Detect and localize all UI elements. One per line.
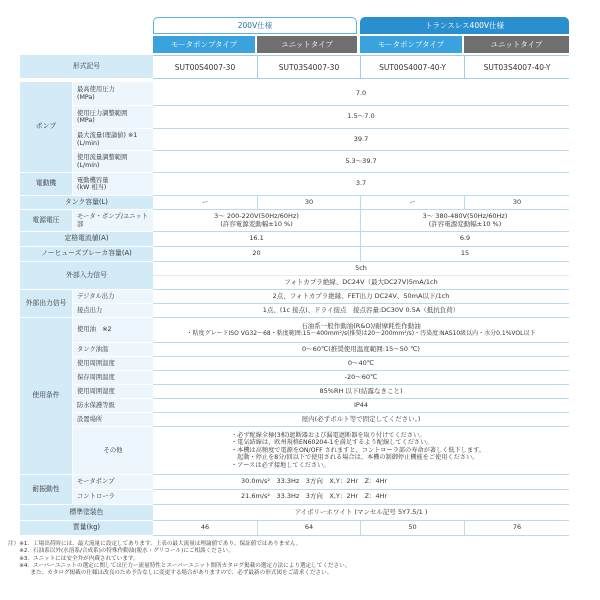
pump-group-label: ポンプ bbox=[20, 82, 72, 173]
pressure-range-label: 使用圧力調整範囲 (MPa) bbox=[72, 106, 153, 129]
tank-value-4: 30 bbox=[464, 196, 569, 210]
flow-range-label: 使用流量調整範囲 (L/min) bbox=[72, 151, 153, 173]
humidity-label: 使用周囲湿度 bbox=[72, 385, 153, 399]
storage-temp-label: 保存周囲温度 bbox=[72, 371, 153, 385]
other-line-4: 起動・停止を8分/回以下で使用される場合は、本機の制御停止機能をご使用ください。 bbox=[231, 454, 479, 462]
section-400v: トランスレス400V仕様 bbox=[360, 17, 569, 34]
max-pressure-value: 7.0 bbox=[153, 82, 569, 106]
tank-label: タンク容量(L) bbox=[20, 196, 153, 210]
max-flow-label: 最大流量(理論値) ※1 (L/min) bbox=[72, 129, 153, 151]
other-line-5: ・アースは必ず接地してください。 bbox=[231, 461, 330, 469]
ext-input-spec: フォトカプラ絶縁、DC24V（最大DC27V)5mA/1ch bbox=[153, 276, 569, 290]
footnote-1: 注）※1．工場出荷時には、最大流量に設定してあります。上表の最大流量は理論値であり、保証値ではありません。 bbox=[8, 541, 302, 547]
rated-current-label: 定格電流値(A) bbox=[20, 232, 153, 247]
oil-temp-value: 0〜60℃(推奨使用温度範囲:15〜50 ℃) bbox=[153, 343, 569, 357]
vibration-motor-label: モータポンプ bbox=[72, 475, 153, 490]
voltage-sub-label: モータ・ポンプ/ユニット部 bbox=[72, 210, 153, 232]
oil-spec: ・粘度グレードISO VG32〜68・粘度範囲:15〜400mm²/s(推奨は20〜200mm²/s)・汚染度:NAS10級以内・水分0.1%VOL以下 bbox=[186, 330, 536, 338]
storage-temp-value: -20〜60℃ bbox=[153, 371, 569, 385]
ext-output-group-label: 外部出力信号 bbox=[20, 290, 72, 318]
pressure-range-value: 1.5〜7.0 bbox=[153, 106, 569, 129]
ext-input-label: 外部入力信号 bbox=[20, 262, 153, 290]
paint-label: 標準塗装色 bbox=[20, 505, 153, 521]
model-1: SUT00S4007-30 bbox=[153, 55, 257, 79]
digital-output-label: デジタル出力 bbox=[72, 290, 153, 304]
rated-current-400v: 6.9 bbox=[360, 232, 569, 247]
protection-label: 防水保護等級 bbox=[72, 399, 153, 413]
mass-label: 質量(kg) bbox=[20, 521, 153, 536]
model-2: SUT03S4007-30 bbox=[257, 55, 360, 79]
paint-value: アイボリーホワイト (マンセル記号 5Y7.5/1 ) bbox=[153, 505, 569, 521]
voltage-200v: 3〜 200-220V(50Hz/60Hz) (許容電源変動幅±10 %) bbox=[153, 210, 360, 232]
model-label: 形式記号 bbox=[20, 55, 153, 79]
footnote-2: ※2．石油系以外(水溶系/合成系)の特殊作動油(脱水・グリコール)にご相談ください。 bbox=[8, 548, 234, 555]
mass-value-2: 64 bbox=[257, 521, 360, 536]
motor-capacity-value: 3.7 bbox=[153, 173, 569, 196]
motor-capacity-label: 電動機容量 (kW 相当) bbox=[72, 173, 153, 196]
model-4: SUT03S4007-40-Y bbox=[464, 55, 569, 79]
oil-type: 石油系一般作動油(R&O)/耐摩耗性作動油 bbox=[301, 321, 421, 330]
protection-value: IP44 bbox=[153, 399, 569, 413]
type-motor-200v: モータポンプタイプ bbox=[153, 36, 255, 53]
vibration-ctrl-label: コントローラ bbox=[72, 490, 153, 505]
breaker-label: ノーヒューズブレーカ容量(A) bbox=[20, 247, 153, 262]
other-line-3: ・本機は高頻度で電源をON/OFF されますと、コントローラ部の寿命が著しく低下します。 bbox=[231, 446, 485, 454]
type-unit-400v: ユニットタイプ bbox=[464, 36, 569, 53]
mass-value-4: 76 bbox=[464, 521, 569, 536]
vibration-ctrl-value: 21.6m/s² 33.3Hz 3方向 X,Y：2Hr Z：4Hr bbox=[153, 490, 569, 505]
motor-group-label: 電動機 bbox=[20, 173, 72, 196]
max-flow-value: 39.7 bbox=[153, 129, 569, 151]
footnote-4: ※4．スーパーユニットの選定に関しては圧力ー流量特性とスーパーユニット関所カタログ掲載の選定方法により選定してください。 bbox=[8, 562, 351, 569]
mass-value-3: 50 bbox=[360, 521, 464, 536]
tank-value-2: 30 bbox=[257, 196, 360, 210]
voltage-group-label: 電源電圧 bbox=[20, 210, 72, 232]
flow-range-value: 5.3〜39.7 bbox=[153, 151, 569, 173]
breaker-200v: 20 bbox=[153, 247, 360, 262]
contact-output-label: 接点出力 bbox=[72, 304, 153, 318]
section-200v: 200V仕様 bbox=[153, 17, 357, 34]
location-value: 屋内(必ずボルト等で固定してください。) bbox=[153, 413, 569, 427]
other-label: その他 bbox=[72, 427, 153, 475]
location-label: 設置場所 bbox=[72, 413, 153, 427]
max-pressure-label: 最高使用圧力 (MPa) bbox=[72, 82, 153, 106]
digital-output-value: 2点、フォトカプラ絶縁、FET出力 DC24V、50mA以下/1ch bbox=[153, 290, 569, 304]
footnote-3: ※3．ユニットには安全弁が内蔵されています。 bbox=[8, 555, 139, 562]
breaker-400v: 15 bbox=[360, 247, 569, 262]
other-line-1: ・必ず配線全極(3相)遮断器および漏電遮断器を取り付けてください。 bbox=[231, 431, 426, 439]
oil-label: 使用油 ※2 bbox=[72, 318, 153, 343]
footnotes bbox=[8, 541, 593, 596]
type-motor-400v: モータポンプタイプ bbox=[360, 36, 462, 53]
oil-temp-label: タンク油温 bbox=[72, 343, 153, 357]
tank-value-1: ー bbox=[153, 196, 257, 210]
model-3: SUT00S4007-40-Y bbox=[360, 55, 464, 79]
vibration-motor-value: 30.0m/s² 33.3Hz 3方向 X,Y：2Hr Z：4Hr bbox=[153, 475, 569, 490]
ambient-temp-value: 0〜40℃ bbox=[153, 357, 569, 371]
tank-value-3: ー bbox=[360, 196, 464, 210]
humidity-value: 85%RH 以下(結露なきこと) bbox=[153, 385, 569, 399]
other-line-2: ・電気結線は，欧州規格EN60204-1を満足するよう配線してください。 bbox=[231, 439, 433, 447]
footnote-5: また、カタログ掲載の仕様は改良のため予告なしに変更する場合がありますので、必ず最新の形式図をご請求ください。 bbox=[8, 570, 333, 577]
contact-output-value: 1点、(1c 接点)、ドライ接点 接点容量:DC30V 0.5A（抵抗負荷） bbox=[153, 304, 569, 318]
rated-current-200v: 16.1 bbox=[153, 232, 360, 247]
type-unit-200v: ユニットタイプ bbox=[257, 36, 357, 53]
conditions-group-label: 使用条件 bbox=[20, 318, 72, 475]
other-value bbox=[153, 427, 569, 475]
vibration-group-label: 耐振動性 bbox=[20, 475, 72, 505]
mass-value-1: 46 bbox=[153, 521, 257, 536]
ambient-temp-label: 使用周囲温度 bbox=[72, 357, 153, 371]
voltage-400v: 3〜 380-480V(50Hz/60Hz) (許容電源変動幅±10 %) bbox=[360, 210, 569, 232]
ext-input-channels: 5ch bbox=[153, 262, 569, 276]
oil-value bbox=[153, 318, 569, 343]
